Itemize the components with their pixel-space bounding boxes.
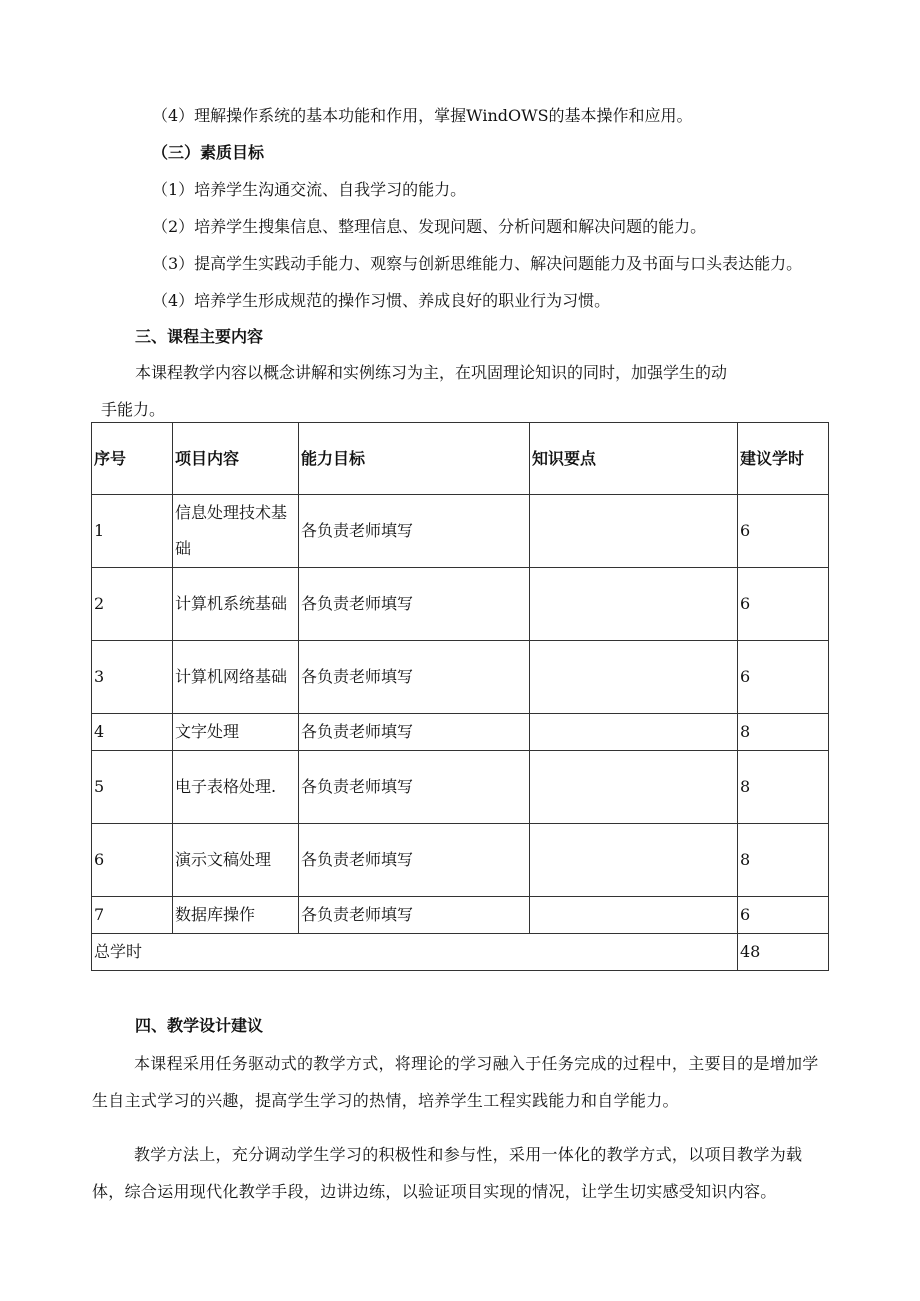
row-knowledge xyxy=(530,495,738,568)
section4-paragraph-1 xyxy=(92,1045,832,1119)
table-total-row xyxy=(92,934,829,971)
section4-paragraph-2-text: 教学方法上，充分调动学生学习的积极性和参与性，采用一体化的教学方式，以项目教学为载体，综合运用现代化教学手段，边讲边练，以验证项目实现的情况，让学生切实感受知识内容。 xyxy=(92,1145,803,1201)
quality-item-2: （2）培养学生搜集信息、整理信息、发现问题、分析问题和解决问题的能力。 xyxy=(152,217,707,236)
row-knowledge xyxy=(530,824,738,897)
row-ability: 各负责老师填写 xyxy=(299,495,530,568)
row-item: 计算机网络基础 xyxy=(173,641,299,714)
section4-paragraph-1-text: 本课程采用任务驱动式的教学方式，将理论的学习融入于任务完成的过程中，主要目的是增加学生自主式学习的兴趣，提高学生学习的热情，培养学生工程实践能力和自学能力。 xyxy=(92,1054,819,1110)
header-item: 项目内容 xyxy=(173,423,299,495)
objective-item-4: （4）理解操作系统的基本功能和作用，掌握WindOWS的基本操作和应用。 xyxy=(152,106,693,125)
header-knowledge: 知识要点 xyxy=(530,423,738,495)
row-knowledge xyxy=(530,568,738,641)
table-row xyxy=(92,714,829,751)
header-hours: 建议学时 xyxy=(738,423,829,495)
row-item: 信息处理技术基础 xyxy=(173,495,299,568)
row-item: 演示文稿处理 xyxy=(173,824,299,897)
quality-item-1: （1）培养学生沟通交流、自我学习的能力。 xyxy=(152,180,467,199)
row-ability: 各负责老师填写 xyxy=(299,824,530,897)
header-no: 序号 xyxy=(92,423,173,495)
row-hours: 6 xyxy=(738,641,829,714)
row-no: 2 xyxy=(92,568,173,641)
row-item: 文字处理 xyxy=(173,714,299,751)
row-ability: 各负责老师填写 xyxy=(299,897,530,934)
row-hours: 6 xyxy=(738,495,829,568)
row-knowledge xyxy=(530,897,738,934)
table-row xyxy=(92,824,829,897)
row-item: 计算机系统基础 xyxy=(173,568,299,641)
header-ability: 能力目标 xyxy=(299,423,530,495)
table-row xyxy=(92,751,829,824)
row-knowledge xyxy=(530,714,738,751)
row-hours: 6 xyxy=(738,897,829,934)
quality-item-3: （3）提高学生实践动手能力、观察与创新思维能力、解决问题能力及书面与口头表达能力。 xyxy=(152,254,803,273)
quality-item-4: （4）培养学生形成规范的操作习惯、养成良好的职业行为习惯。 xyxy=(152,291,611,310)
section4-heading: 四、教学设计建议 xyxy=(135,1016,264,1035)
section4-paragraph-2 xyxy=(92,1136,832,1210)
row-ability: 各负责老师填写 xyxy=(299,641,530,714)
table-header-row xyxy=(92,423,829,495)
section3-intro-line2: 手能力。 xyxy=(101,400,166,419)
row-no: 7 xyxy=(92,897,173,934)
row-no: 3 xyxy=(92,641,173,714)
total-label: 总学时 xyxy=(92,934,738,971)
row-no: 4 xyxy=(92,714,173,751)
row-no: 5 xyxy=(92,751,173,824)
row-item: 电子表格处理. xyxy=(173,751,299,824)
row-hours: 8 xyxy=(738,751,829,824)
total-hours: 48 xyxy=(738,934,829,971)
row-item: 数据库操作 xyxy=(173,897,299,934)
section3-intro-line1: 本课程教学内容以概念讲解和实例练习为主，在巩固理论知识的同时，加强学生的动 xyxy=(135,363,728,382)
section3-heading: 三、课程主要内容 xyxy=(135,327,264,346)
row-ability: 各负责老师填写 xyxy=(299,568,530,641)
course-content-table xyxy=(91,422,829,971)
quality-objectives-heading: （三）素质目标 xyxy=(152,143,265,162)
row-hours: 8 xyxy=(738,824,829,897)
row-ability: 各负责老师填写 xyxy=(299,751,530,824)
table-row xyxy=(92,568,829,641)
table-row xyxy=(92,897,829,934)
row-hours: 8 xyxy=(738,714,829,751)
row-hours: 6 xyxy=(738,568,829,641)
row-knowledge xyxy=(530,751,738,824)
table-row xyxy=(92,495,829,568)
row-knowledge xyxy=(530,641,738,714)
table-row xyxy=(92,641,829,714)
row-ability: 各负责老师填写 xyxy=(299,714,530,751)
row-no: 1 xyxy=(92,495,173,568)
row-no: 6 xyxy=(92,824,173,897)
